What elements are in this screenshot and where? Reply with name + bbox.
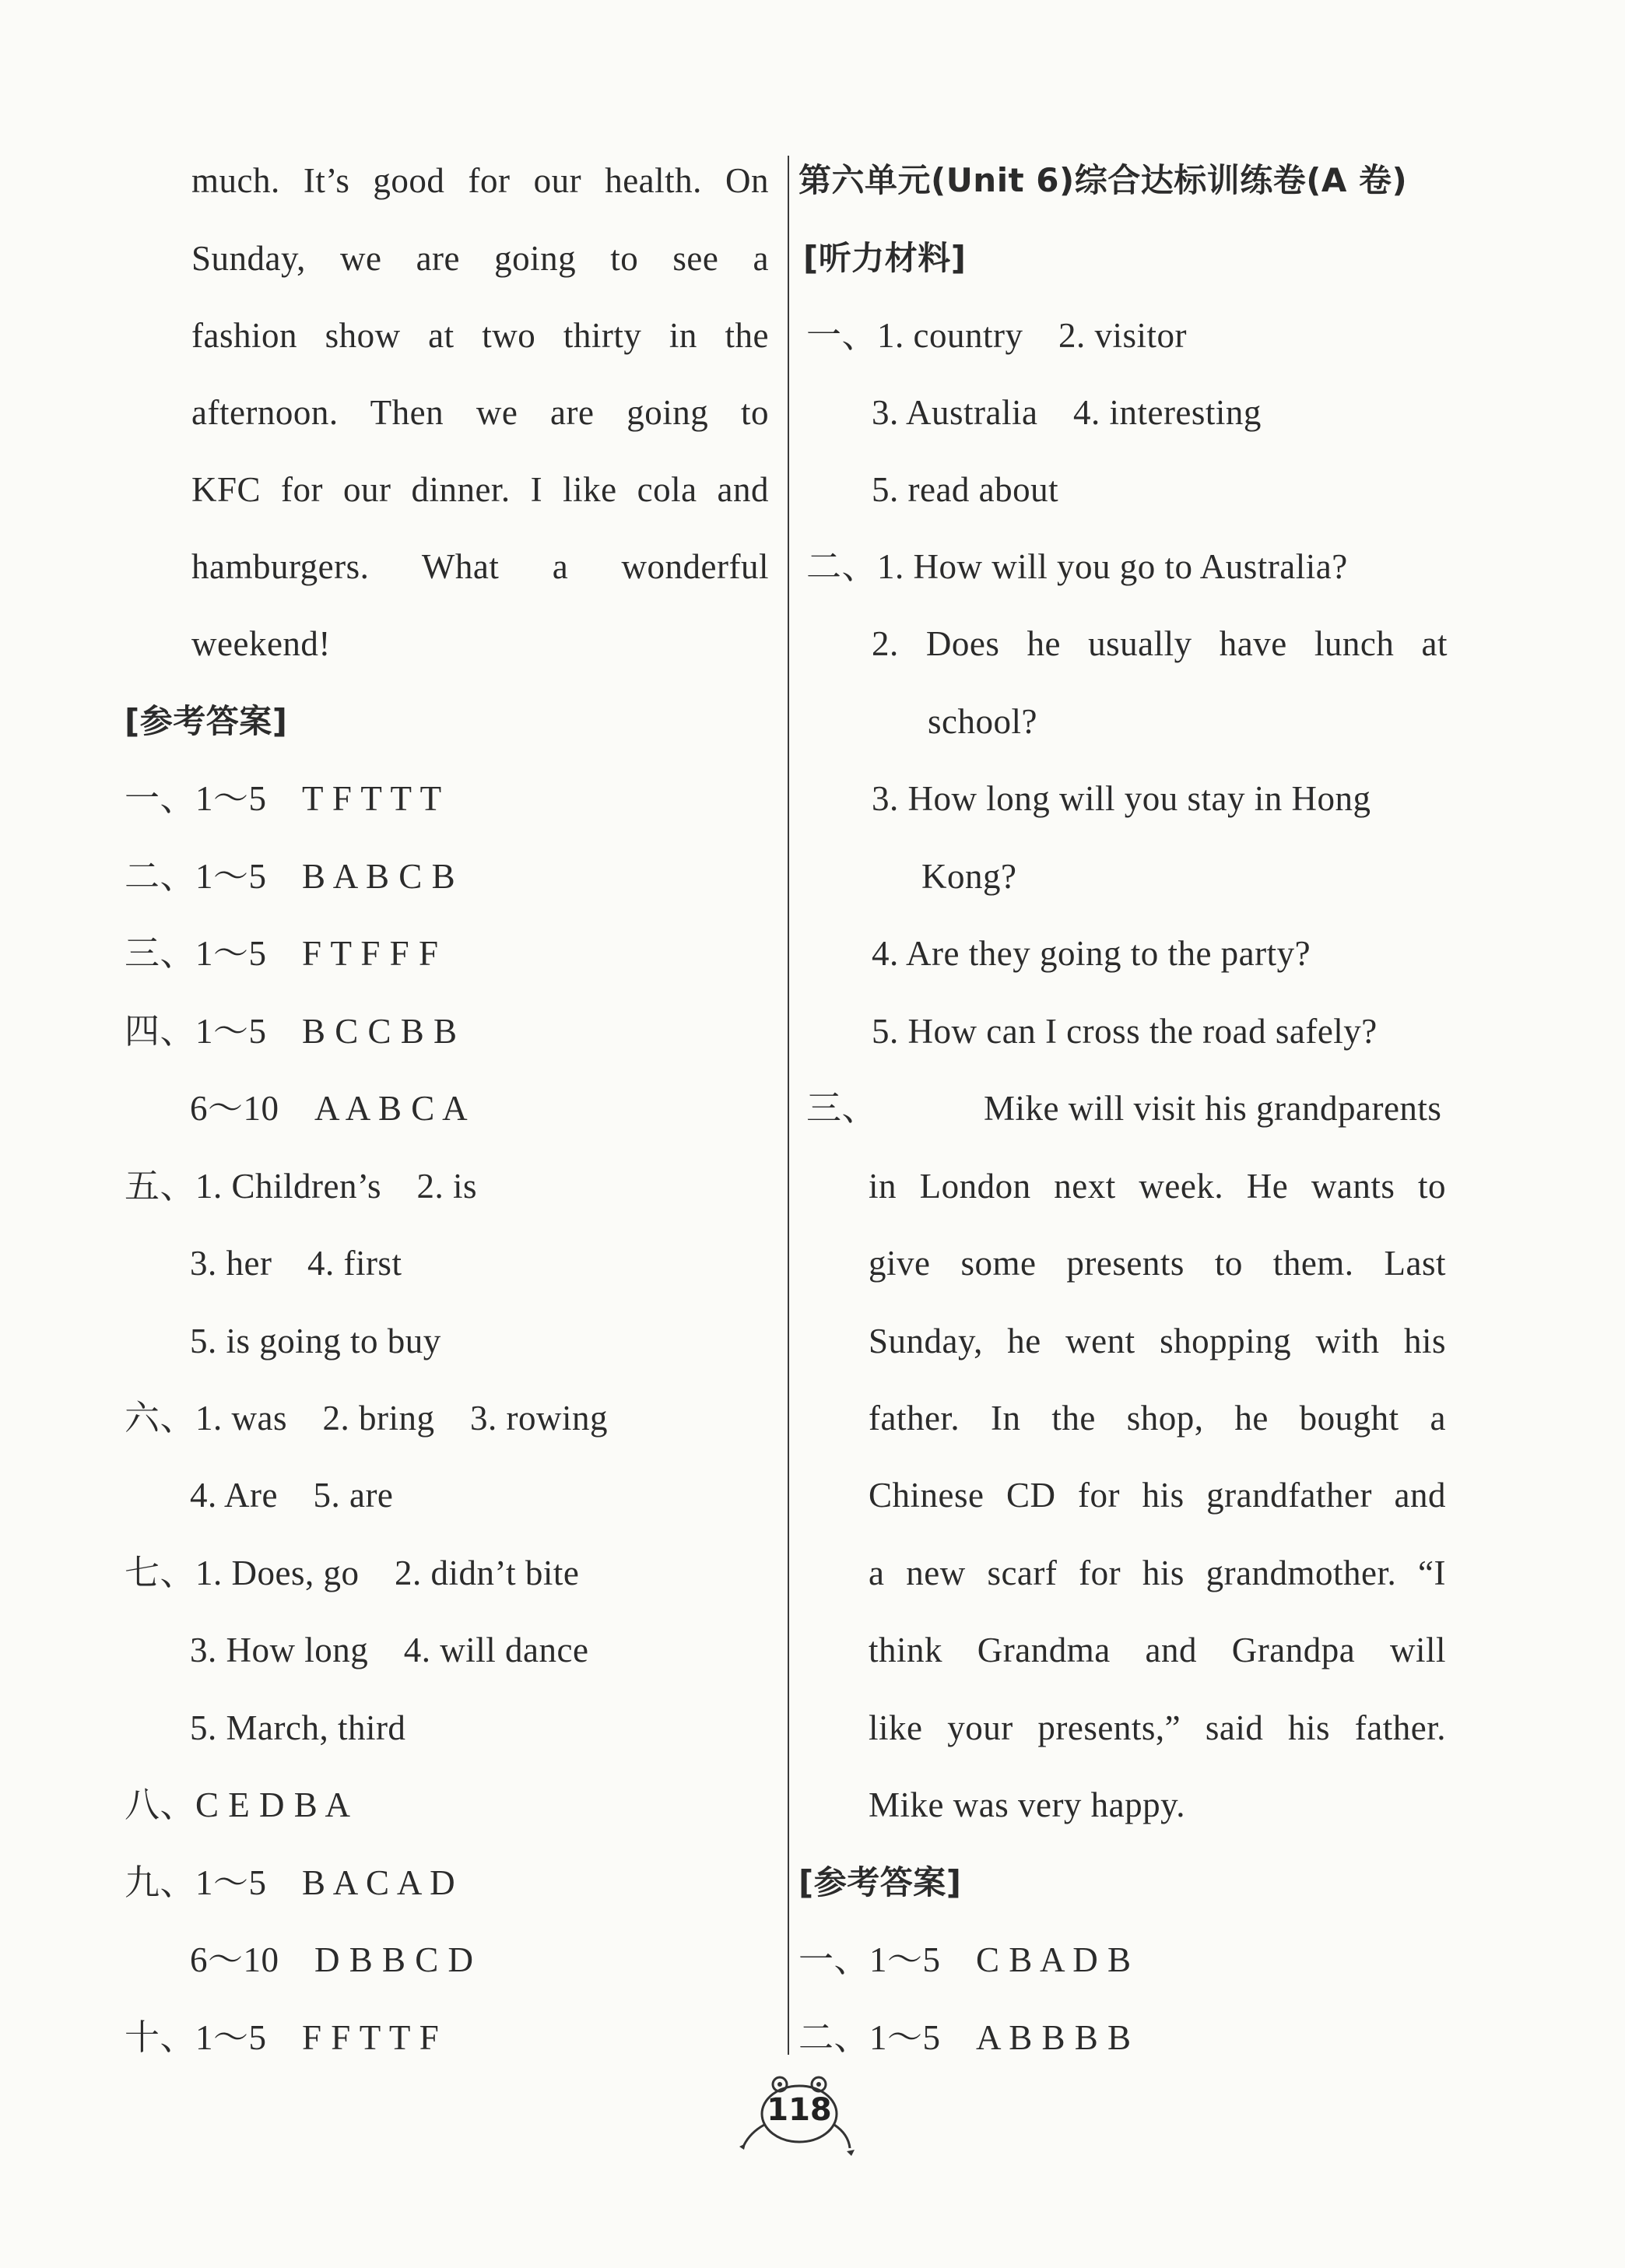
listening-line: 5. read about (872, 470, 1059, 509)
listening-line: Chinese CD for his grandfather and (869, 1476, 1446, 1515)
listening-line: father. In the shop, he bought a (869, 1399, 1446, 1438)
passage-line: KFC for our dinner. I like cola and (191, 470, 769, 509)
listening-line: in London next week. He wants to (869, 1167, 1446, 1206)
listening-line: 三、 (806, 1089, 878, 1128)
listening-line: like your presents,” said his father. (869, 1708, 1446, 1747)
listening-line: Mike will visit his grandparents (984, 1089, 1442, 1128)
answer-line: 七、1. Does, go 2. didn’t bite (125, 1554, 580, 1592)
listening-header: [听力材料] (803, 239, 967, 277)
answer-line: 6～10 A A B C A (190, 1089, 469, 1128)
listening-line: 2. Does he usually have lunch at (872, 624, 1448, 663)
listening-line: Kong? (921, 857, 1017, 896)
answer-line: 二、1～5 B A B C B (125, 857, 456, 896)
answer-line: 二、1～5 A B B B B (798, 2018, 1132, 2057)
passage-line: afternoon. Then we are going to (191, 393, 769, 432)
passage-line: hamburgers. What a wonderful (191, 547, 769, 586)
unit-title: 第六单元(Unit 6)综合达标训练卷(A 卷) (798, 161, 1408, 199)
listening-line: a new scarf for his grandmother. “I (869, 1554, 1446, 1592)
answer-line: 八、C E D B A (125, 1785, 351, 1824)
answer-line: 6～10 D B B C D (190, 1940, 474, 1979)
passage-line: fashion show at two thirty in the (191, 316, 769, 355)
answer-header: [参考答案] (125, 702, 288, 740)
answer-line: 四、1～5 B C C B B (125, 1012, 458, 1051)
answer-line: 5. is going to buy (190, 1322, 441, 1360)
listening-line: 5. How can I cross the road safely? (872, 1012, 1378, 1051)
listening-line: 一、1. country 2. visitor (806, 316, 1187, 355)
page-number-badge (733, 2070, 865, 2156)
passage-line: much. It’s good for our health. On (191, 161, 769, 200)
column-divider (788, 156, 789, 2055)
listening-line: Sunday, he went shopping with his (869, 1322, 1446, 1360)
answer-line: 九、1～5 B A C A D (125, 1863, 456, 1902)
answer-line: 3. her 4. first (190, 1244, 402, 1283)
answer-line: 一、1～5 C B A D B (798, 1940, 1132, 1979)
answer-line: 一、1～5 T F T T T (125, 779, 442, 818)
listening-line: 3. How long will you stay in Hong (872, 779, 1371, 818)
answer-line: 五、1. Children’s 2. is (125, 1167, 478, 1206)
listening-line: 3. Australia 4. interesting (872, 393, 1262, 432)
page-number: 118 (767, 2092, 832, 2128)
answer-line: 5. March, third (190, 1708, 406, 1747)
listening-line: think Grandma and Grandpa will (869, 1631, 1446, 1669)
answer-header: [参考答案] (798, 1863, 962, 1901)
passage-line: Sunday, we are going to see a (191, 239, 769, 278)
listening-line: Mike was very happy. (869, 1785, 1185, 1824)
answer-line: 三、1～5 F T F F F (125, 934, 439, 973)
answer-line: 4. Are 5. are (190, 1476, 394, 1515)
listening-line: 二、1. How will you go to Australia? (806, 547, 1348, 586)
listening-line: school? (928, 702, 1037, 741)
passage-line: weekend! (191, 624, 331, 663)
answer-line: 十、1～5 F F T T F (125, 2018, 440, 2057)
listening-line: give some presents to them. Last (869, 1244, 1446, 1283)
listening-line: 4. Are they going to the party? (872, 934, 1311, 973)
answer-line: 六、1. was 2. bring 3. rowing (125, 1399, 608, 1438)
answer-line: 3. How long 4. will dance (190, 1631, 589, 1669)
